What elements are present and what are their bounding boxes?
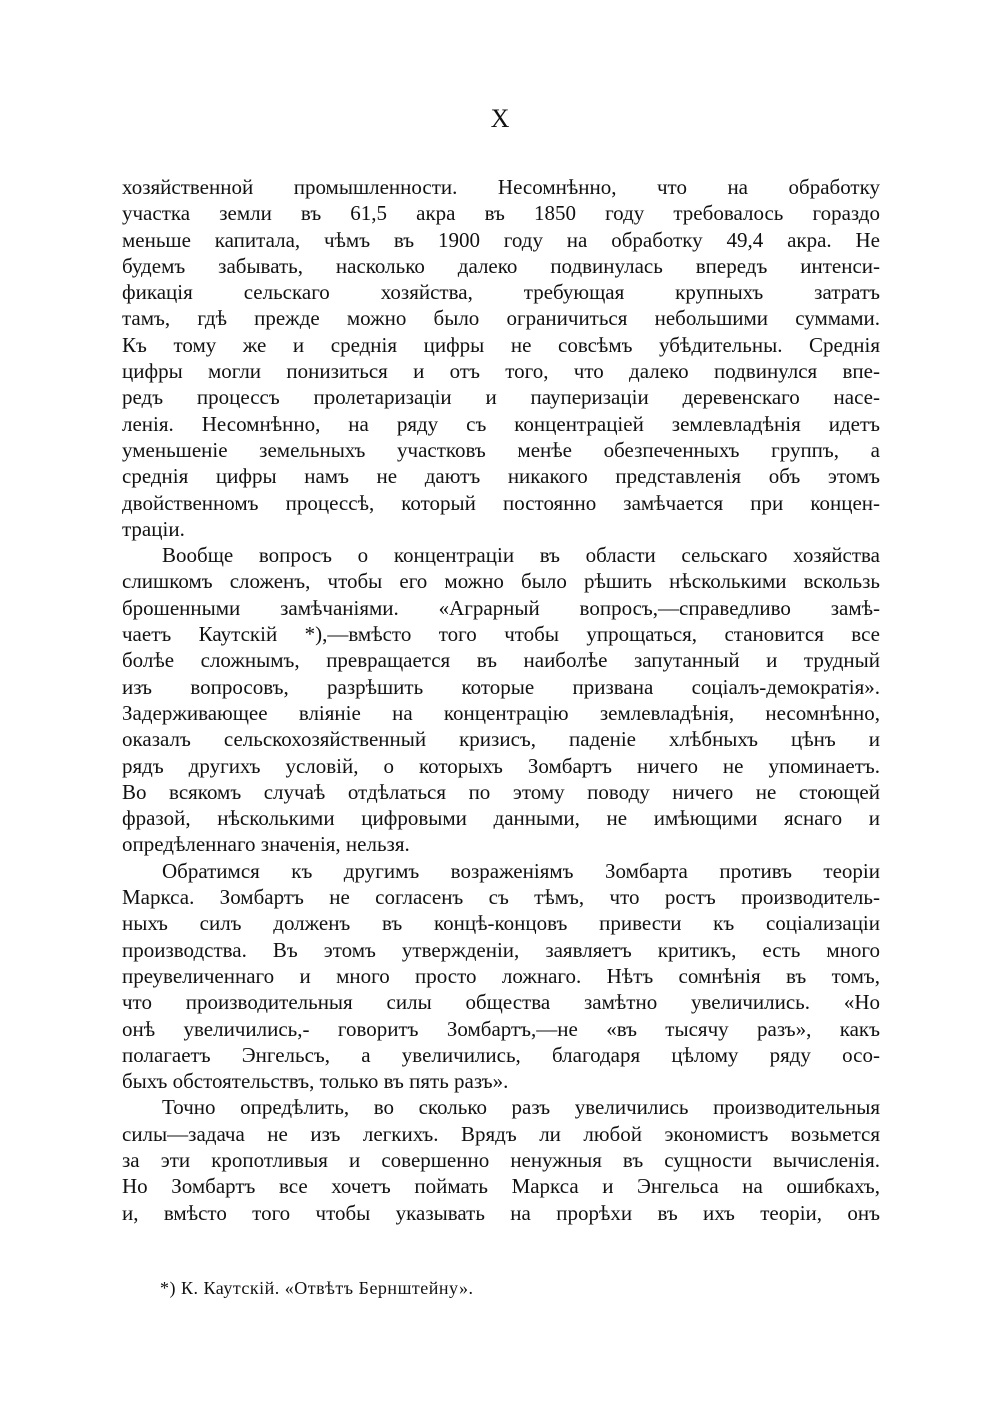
paragraph — [122, 858, 880, 1095]
text-line: ленія. Несомнѣнно, на ряду съ концентраціей землевладѣнія идетъ — [122, 411, 880, 436]
page-number: X — [490, 104, 510, 133]
text-line: тамъ, гдѣ прежде можно было ограничиться небольшими суммами. — [122, 306, 880, 331]
text-line: быхъ обстоятельствъ, только въ пять разъ». — [122, 1069, 509, 1094]
text-line: Точно опредѣлить, во сколько разъ увеличились производительныя — [162, 1095, 880, 1120]
text-line: Задерживающее вліяніе на концентрацію землевладѣнія, несомнѣнно, — [122, 700, 880, 725]
text-line: преувеличеннаго и много просто ложнаго. Нѣтъ сомнѣнія въ томъ, — [122, 963, 880, 988]
paragraph — [122, 1094, 880, 1225]
paragraph — [122, 542, 880, 858]
text-line: редъ процессъ пролетаризаціи и пауперизаціи деревенскаго насе- — [122, 385, 880, 410]
text-line: фразой, нѣсколькими цифровыми данными, не имѣющими яснаго и — [122, 806, 880, 831]
text-line: что производительныя силы общества замѣтно увеличились. «Но — [122, 990, 880, 1015]
text-line: силы—задача не изъ легкихъ. Врядъ ли любой экономистъ возьмется — [122, 1121, 880, 1146]
text-line: чаетъ Каутскій *),—вмѣсто того чтобы упрощаться, становится все — [122, 622, 880, 647]
text-line: за эти кропотливыя и совершенно ненужныя въ сущности вычисленія. — [122, 1147, 880, 1172]
footnote: *) К. Каутскій. «Отвѣтъ Бернштейну». — [160, 1278, 474, 1298]
text-line: полагаетъ Энгельсъ, а увеличились, благодаря цѣлому ряду осо- — [122, 1042, 880, 1067]
text-line: двойственномъ процессѣ, который постоянно замѣчается при концен- — [122, 490, 880, 515]
text-line: Къ тому же и среднія цифры не совсѣмъ убѣдительны. Среднія — [122, 332, 880, 357]
text-line: брошенными замѣчаніями. «Аграрный вопросъ,—справедливо замѣ- — [122, 595, 880, 620]
text-line: ныхъ силъ долженъ въ концѣ-концовъ привести къ соціализаціи — [122, 911, 880, 936]
text-line: будемъ забывать, насколько далеко подвинулась впередъ интенси- — [122, 253, 880, 278]
text-line: Маркса. Зомбартъ не согласенъ съ тѣмъ, что ростъ производитель- — [122, 885, 880, 910]
text-line: болѣе сложнымъ, превращается въ наиболѣе запутанный и трудный — [122, 648, 880, 673]
text-line: Но Зомбартъ все хочетъ поймать Маркса и Энгельса на ошибкахъ, — [122, 1174, 880, 1199]
text-line: Обратимся къ другимъ возраженіямъ Зомбарта противъ теоріи — [162, 858, 880, 883]
text-line: Во всякомъ случаѣ отдѣлаться по этому поводу ничего не стоющей — [122, 779, 880, 804]
text-line: слишкомъ сложенъ, чтобы его можно было рѣшить нѣсколькими вскользь — [122, 569, 880, 594]
text-line: фикація сельскаго хозяйства, требующая крупныхъ затратъ — [122, 280, 880, 305]
text-line: участка земли въ 61,5 акра въ 1850 году требовалось гораздо — [122, 201, 880, 226]
text-line: онѣ увеличились,- говоритъ Зомбартъ,—не «въ тысячу разъ», какъ — [122, 1016, 880, 1041]
text-line: производства. Въ этомъ утвержденіи, заявляетъ критикъ, есть много — [122, 937, 880, 962]
text-line: опредѣленнаго значенія, нельзя. — [122, 832, 410, 857]
text-line: рядъ другихъ условій, о которыхъ Зомбартъ ничего не упоминаетъ. — [122, 753, 880, 778]
text-line: меньше капитала, чѣмъ въ 1900 году на обработку 49,4 акра. Не — [122, 227, 880, 252]
text-line: цифры могли понизиться и отъ того, что далеко подвинулся впе- — [122, 359, 880, 384]
text-line: уменьшеніе земельныхъ участковъ менѣе обезпеченныхъ группъ, а — [122, 437, 880, 462]
paragraph — [122, 174, 880, 542]
text-line: изъ вопросовъ, разрѣшить которые призвана соціалъ-демократія». — [122, 674, 880, 699]
text-line: траціи. — [122, 516, 185, 541]
text-line: среднія цифры намъ не даютъ никакого представленія объ этомъ — [122, 464, 880, 489]
body-text — [122, 174, 880, 1226]
text-line: оказалъ сельскохозяйственный кризисъ, паденіе хлѣбныхъ цѣнъ и — [122, 727, 880, 752]
text-line: и, вмѣсто того чтобы указывать на прорѣхи въ ихъ теоріи, онъ — [122, 1200, 880, 1225]
text-line: хозяйственной промышленности. Несомнѣнно, что на обработку — [122, 175, 880, 199]
text-line: Вообще вопросъ о концентраціи въ области сельскаго хозяйства — [162, 543, 880, 568]
